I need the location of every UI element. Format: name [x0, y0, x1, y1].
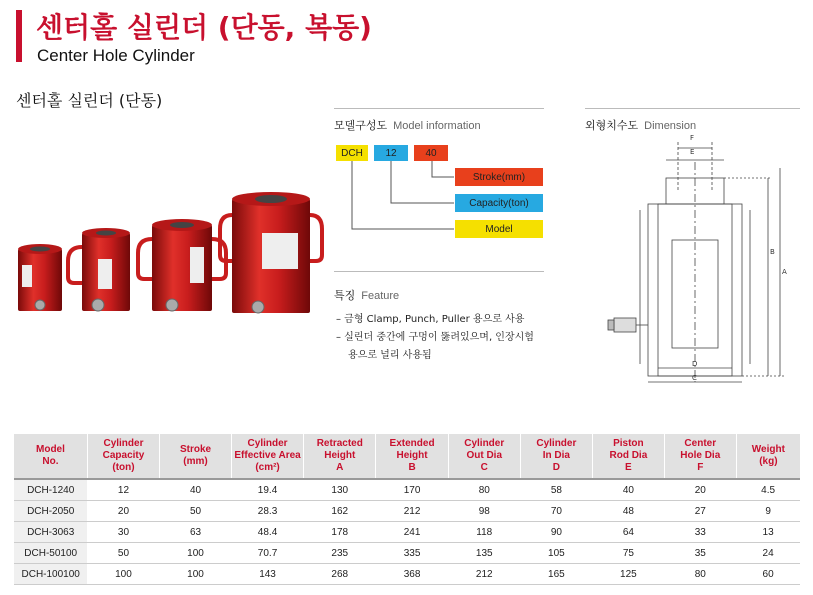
table-cell: 135: [448, 543, 520, 564]
table-cell: 20: [664, 479, 736, 501]
column-header-line: Weight: [751, 444, 785, 455]
section-title: 센터홀 실린더 (단동): [16, 91, 163, 110]
column-header-line: Stroke: [179, 444, 212, 455]
table-cell: 48.4: [231, 522, 303, 543]
dim-letter-b: B: [770, 248, 775, 256]
column-header-line: Out Dia: [466, 450, 503, 461]
feature-heading: 특징 Feature: [334, 289, 400, 302]
table-cell: 9: [736, 501, 800, 522]
table-cell: 40: [592, 479, 664, 501]
table-row: [14, 564, 800, 585]
feature-item: – 실린더 중간에 구멍이 뚫려있으며, 인장시험: [336, 332, 534, 343]
table-cell: 20: [87, 501, 159, 522]
column-header-line: D: [552, 462, 560, 473]
table-cell: 50: [160, 501, 232, 522]
table-cell: 100: [160, 564, 232, 585]
column-header-line: Height: [396, 450, 428, 461]
column-header: [304, 434, 376, 479]
column-header-line: (cm²): [255, 462, 280, 473]
column-header-line: (ton): [112, 462, 135, 473]
table-cell: DCH-100100: [14, 564, 87, 585]
feature-item: – 금형 Clamp, Punch, Puller 용으로 사용: [336, 314, 525, 325]
table-cell: 130: [304, 479, 376, 501]
table-cell: 27: [664, 501, 736, 522]
table-cell: 40: [160, 479, 232, 501]
column-header-line: Cylinder: [247, 438, 288, 449]
table-cell: 50: [87, 543, 159, 564]
column-header-line: Capacity: [102, 450, 145, 461]
model-info-heading: 모델구성도 Model information: [334, 119, 481, 132]
cylinder-medium: [68, 228, 130, 311]
feature-item: 용으로 널리 사용됨: [348, 350, 432, 361]
table-cell: 212: [448, 564, 520, 585]
table-cell: 165: [520, 564, 592, 585]
column-header-line: Effective Area: [234, 450, 301, 461]
table-cell: 98: [448, 501, 520, 522]
column-header-line: Retracted: [316, 438, 363, 449]
column-header: [448, 434, 520, 479]
cylinder-xlarge: [220, 192, 322, 313]
product-image: [12, 185, 330, 320]
divider: [334, 271, 544, 272]
cylinder-large: [138, 219, 226, 311]
table-cell: 70.7: [231, 543, 303, 564]
dim-letter-c: C: [692, 374, 697, 382]
table-cell: 268: [304, 564, 376, 585]
table-cell: 12: [87, 479, 159, 501]
table-row: [14, 543, 800, 564]
table-cell: DCH-50100: [14, 543, 87, 564]
stroke-code-box: 40: [414, 145, 448, 161]
divider: [334, 108, 544, 109]
table-cell: DCH-1240: [14, 479, 87, 501]
column-header: [592, 434, 664, 479]
table-cell: 118: [448, 522, 520, 543]
table-row: [14, 479, 800, 501]
table-cell: 368: [376, 564, 448, 585]
table-cell: 48: [592, 501, 664, 522]
column-header-line: C: [480, 462, 488, 473]
table-cell: DCH-2050: [14, 501, 87, 522]
dim-letter-d: D: [692, 360, 698, 368]
column-header: [160, 434, 232, 479]
capacity-code-box: 12: [374, 145, 408, 161]
column-header-line: Model: [36, 444, 65, 455]
column-header: [87, 434, 159, 479]
dimension-heading: 외형치수도 Dimension: [585, 119, 697, 132]
table-cell: 28.3: [231, 501, 303, 522]
table-cell: 170: [376, 479, 448, 501]
dim-letter-a: A: [782, 268, 787, 276]
column-header-line: No.: [42, 456, 59, 467]
table-cell: 105: [520, 543, 592, 564]
page-title: 센터홀 실린더 (단동, 복동): [36, 11, 372, 44]
column-header-line: Center: [684, 438, 717, 449]
table-cell: 100: [87, 564, 159, 585]
table-cell: 19.4: [231, 479, 303, 501]
table-cell: 60: [736, 564, 800, 585]
dimension-drawing: [600, 132, 800, 392]
cylinder-small: [18, 244, 62, 311]
column-header: [376, 434, 448, 479]
column-header-line: E: [625, 462, 632, 473]
column-header-line: Height: [324, 450, 356, 461]
column-header-line: Rod Dia: [609, 450, 648, 461]
table-cell: 80: [448, 479, 520, 501]
table-cell: 75: [592, 543, 664, 564]
column-header-line: Cylinder: [536, 438, 577, 449]
table-row: [14, 522, 800, 543]
column-header-line: Cylinder: [464, 438, 505, 449]
table-cell: 13: [736, 522, 800, 543]
column-header-line: In Dia: [542, 450, 570, 461]
table-cell: 70: [520, 501, 592, 522]
page-subtitle: Center Hole Cylinder: [37, 46, 195, 65]
title-accent-bar: [16, 10, 22, 62]
table-cell: 335: [376, 543, 448, 564]
table-cell: 63: [160, 522, 232, 543]
table-cell: 64: [592, 522, 664, 543]
table-cell: 212: [376, 501, 448, 522]
column-header: [664, 434, 736, 479]
divider: [585, 108, 800, 109]
table-cell: 125: [592, 564, 664, 585]
table-cell: 162: [304, 501, 376, 522]
spec-table: [14, 434, 800, 585]
table-cell: DCH-3063: [14, 522, 87, 543]
column-header-line: (mm): [183, 456, 208, 467]
model-label: Model: [455, 220, 543, 238]
table-cell: 4.5: [736, 479, 800, 501]
column-header-line: Piston: [613, 438, 644, 449]
feature-list: [336, 311, 534, 365]
dim-letter-e: E: [690, 148, 695, 156]
table-cell: 100: [160, 543, 232, 564]
table-cell: 90: [520, 522, 592, 543]
table-cell: 80: [664, 564, 736, 585]
column-header: [736, 434, 800, 479]
column-header: [14, 434, 87, 479]
table-cell: 30: [87, 522, 159, 543]
table-row: [14, 501, 800, 522]
table-cell: 143: [231, 564, 303, 585]
column-header-line: A: [336, 462, 344, 473]
table-cell: 33: [664, 522, 736, 543]
table-cell: 58: [520, 479, 592, 501]
column-header-line: F: [697, 462, 704, 473]
table-cell: 178: [304, 522, 376, 543]
column-header: [520, 434, 592, 479]
column-header-line: Hole Dia: [680, 450, 721, 461]
column-header-line: B: [408, 462, 416, 473]
model-code-box: DCH: [336, 145, 368, 161]
column-header: [231, 434, 303, 479]
stroke-label: Stroke(mm): [455, 168, 543, 186]
table-cell: 235: [304, 543, 376, 564]
column-header-line: Cylinder: [103, 438, 144, 449]
table-cell: 24: [736, 543, 800, 564]
table-header-row: [14, 434, 800, 479]
column-header-line: (kg): [759, 456, 778, 467]
capacity-label: Capacity(ton): [455, 194, 543, 212]
dim-letter-f: F: [690, 134, 695, 142]
column-header-line: Extended: [389, 438, 435, 449]
table-cell: 35: [664, 543, 736, 564]
table-cell: 241: [376, 522, 448, 543]
